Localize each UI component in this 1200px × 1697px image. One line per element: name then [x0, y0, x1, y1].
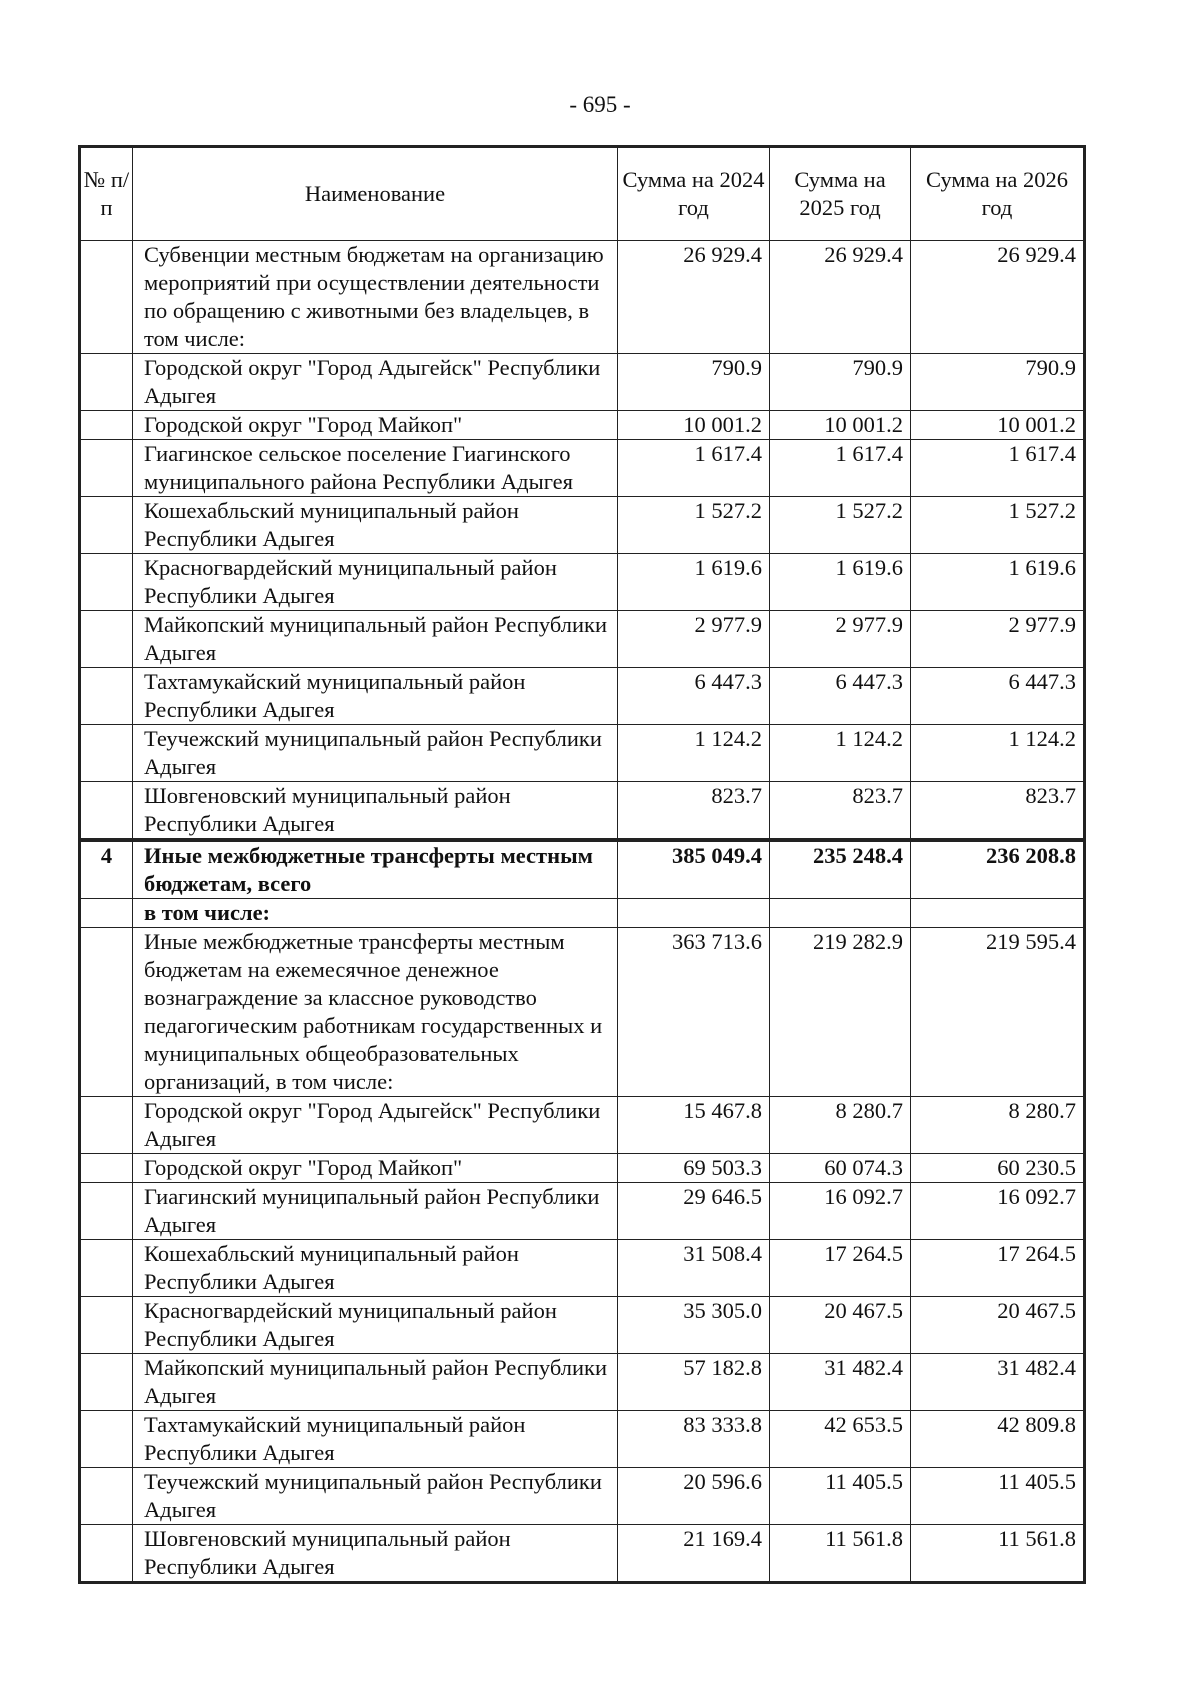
header-2026: Сумма на 2026 год	[911, 147, 1085, 241]
row-value-2025: 1 124.2	[770, 725, 911, 782]
row-value-2026: 31 482.4	[911, 1354, 1085, 1411]
row-value-2024: 10 001.2	[618, 411, 770, 440]
table-row	[80, 840, 1085, 899]
row-value-2025: 60 074.3	[770, 1154, 911, 1183]
table-row	[80, 1297, 1085, 1354]
row-value-2025: 42 653.5	[770, 1411, 911, 1468]
row-value-2024: 2 977.9	[618, 611, 770, 668]
row-name: Тахтамукайский муниципальный район Республики Адыгея	[133, 1411, 618, 1468]
row-value-2026: 1 124.2	[911, 725, 1085, 782]
row-value-2025: 10 001.2	[770, 411, 911, 440]
row-name: Городской округ "Город Адыгейск" Республики Адыгея	[133, 354, 618, 411]
row-value-2025: 20 467.5	[770, 1297, 911, 1354]
row-name: Городской округ "Город Майкоп"	[133, 411, 618, 440]
row-value-2024	[618, 899, 770, 928]
row-name: Шовгеновский муниципальный район Республики Адыгея	[133, 782, 618, 841]
budget-table	[78, 145, 1086, 1584]
table-row	[80, 1468, 1085, 1525]
row-value-2024: 823.7	[618, 782, 770, 841]
header-row	[80, 147, 1085, 241]
header-num: № п/п	[80, 147, 133, 241]
row-value-2024: 15 467.8	[618, 1097, 770, 1154]
row-name: Теучежский муниципальный район Республики Адыгея	[133, 1468, 618, 1525]
row-value-2025: 1 527.2	[770, 497, 911, 554]
row-value-2025: 16 092.7	[770, 1183, 911, 1240]
row-name: Майкопский муниципальный район Республики Адыгея	[133, 611, 618, 668]
row-number	[80, 1154, 133, 1183]
row-value-2024: 31 508.4	[618, 1240, 770, 1297]
row-value-2025: 235 248.4	[770, 840, 911, 899]
table-row	[80, 611, 1085, 668]
row-value-2026: 26 929.4	[911, 241, 1085, 354]
row-number	[80, 668, 133, 725]
row-value-2024: 20 596.6	[618, 1468, 770, 1525]
row-value-2025: 11 561.8	[770, 1525, 911, 1583]
table-row	[80, 725, 1085, 782]
table-row	[80, 1411, 1085, 1468]
row-name: Тахтамукайский муниципальный район Республики Адыгея	[133, 668, 618, 725]
row-name: Субвенции местным бюджетам на организацию мероприятий при осуществлении деятельности по обращению с животными без владельцев, в том числе:	[133, 241, 618, 354]
row-name: Иные межбюджетные трансферты местным бюджетам, всего	[133, 840, 618, 899]
row-number	[80, 1525, 133, 1583]
row-value-2026: 42 809.8	[911, 1411, 1085, 1468]
table-row	[80, 1525, 1085, 1583]
row-name: Кошехабльский муниципальный район Республики Адыгея	[133, 497, 618, 554]
row-value-2024: 6 447.3	[618, 668, 770, 725]
table-row	[80, 554, 1085, 611]
budget-table-container	[78, 145, 1085, 1584]
row-number	[80, 497, 133, 554]
row-value-2026: 236 208.8	[911, 840, 1085, 899]
row-name: Гиагинское сельское поселение Гиагинского муниципального района Республики Адыгея	[133, 440, 618, 497]
table-row	[80, 1097, 1085, 1154]
row-name: Городской округ "Город Майкоп"	[133, 1154, 618, 1183]
table-row	[80, 411, 1085, 440]
row-number	[80, 928, 133, 1097]
row-number	[80, 782, 133, 841]
row-name: Красногвардейский муниципальный район Республики Адыгея	[133, 1297, 618, 1354]
row-name: Городской округ "Город Адыгейск" Республики Адыгея	[133, 1097, 618, 1154]
row-value-2025: 1 617.4	[770, 440, 911, 497]
table-row	[80, 782, 1085, 841]
row-value-2026: 11 561.8	[911, 1525, 1085, 1583]
row-value-2025: 8 280.7	[770, 1097, 911, 1154]
row-value-2025: 823.7	[770, 782, 911, 841]
row-value-2026: 1 617.4	[911, 440, 1085, 497]
row-value-2024: 26 929.4	[618, 241, 770, 354]
table-row	[80, 1354, 1085, 1411]
row-value-2026: 17 264.5	[911, 1240, 1085, 1297]
row-name: Кошехабльский муниципальный район Республики Адыгея	[133, 1240, 618, 1297]
row-value-2024: 21 169.4	[618, 1525, 770, 1583]
row-value-2025: 2 977.9	[770, 611, 911, 668]
table-row	[80, 1183, 1085, 1240]
row-number	[80, 1183, 133, 1240]
row-value-2024: 363 713.6	[618, 928, 770, 1097]
table-row	[80, 440, 1085, 497]
row-value-2026: 10 001.2	[911, 411, 1085, 440]
row-value-2024: 1 527.2	[618, 497, 770, 554]
row-value-2025: 11 405.5	[770, 1468, 911, 1525]
row-number	[80, 1297, 133, 1354]
row-value-2026: 1 527.2	[911, 497, 1085, 554]
table-row	[80, 1154, 1085, 1183]
row-value-2024: 790.9	[618, 354, 770, 411]
row-value-2025: 31 482.4	[770, 1354, 911, 1411]
row-value-2026: 16 092.7	[911, 1183, 1085, 1240]
row-number	[80, 440, 133, 497]
row-value-2024: 385 049.4	[618, 840, 770, 899]
table-row	[80, 497, 1085, 554]
header-name: Наименование	[133, 147, 618, 241]
table-row	[80, 899, 1085, 928]
row-number	[80, 1468, 133, 1525]
table-body	[80, 241, 1085, 1583]
row-value-2024: 29 646.5	[618, 1183, 770, 1240]
row-value-2026: 1 619.6	[911, 554, 1085, 611]
row-number: 4	[80, 840, 133, 899]
row-number	[80, 899, 133, 928]
row-number	[80, 611, 133, 668]
row-value-2024: 1 124.2	[618, 725, 770, 782]
row-value-2026: 2 977.9	[911, 611, 1085, 668]
row-name: Теучежский муниципальный район Республики Адыгея	[133, 725, 618, 782]
row-value-2025: 17 264.5	[770, 1240, 911, 1297]
row-value-2025: 790.9	[770, 354, 911, 411]
row-value-2024: 83 333.8	[618, 1411, 770, 1468]
row-value-2026: 790.9	[911, 354, 1085, 411]
row-name: Иные межбюджетные трансферты местным бюджетам на ежемесячное денежное вознаграждение за классное руководство педагогическим работникам государственных и муниципальных общеобразовательных организаций, в том числе:	[133, 928, 618, 1097]
row-name: Гиагинский муниципальный район Республики Адыгея	[133, 1183, 618, 1240]
row-name: Шовгеновский муниципальный район Республики Адыгея	[133, 1525, 618, 1583]
row-number	[80, 1354, 133, 1411]
row-value-2024: 1 619.6	[618, 554, 770, 611]
row-value-2026	[911, 899, 1085, 928]
row-name: в том числе:	[133, 899, 618, 928]
header-2025: Сумма на 2025 год	[770, 147, 911, 241]
row-number	[80, 1097, 133, 1154]
row-value-2026: 8 280.7	[911, 1097, 1085, 1154]
header-2024: Сумма на 2024 год	[618, 147, 770, 241]
row-number	[80, 354, 133, 411]
row-value-2025	[770, 899, 911, 928]
row-value-2025: 6 447.3	[770, 668, 911, 725]
row-value-2025: 1 619.6	[770, 554, 911, 611]
row-number	[80, 554, 133, 611]
table-row	[80, 1240, 1085, 1297]
row-value-2024: 1 617.4	[618, 440, 770, 497]
row-value-2026: 11 405.5	[911, 1468, 1085, 1525]
table-row	[80, 928, 1085, 1097]
row-value-2025: 26 929.4	[770, 241, 911, 354]
row-name: Майкопский муниципальный район Республики Адыгея	[133, 1354, 618, 1411]
row-value-2026: 823.7	[911, 782, 1085, 841]
row-value-2026: 20 467.5	[911, 1297, 1085, 1354]
row-number	[80, 1411, 133, 1468]
table-row	[80, 354, 1085, 411]
row-number	[80, 1240, 133, 1297]
row-value-2026: 6 447.3	[911, 668, 1085, 725]
page-number: - 695 -	[569, 92, 631, 117]
row-value-2026: 60 230.5	[911, 1154, 1085, 1183]
table-row	[80, 668, 1085, 725]
row-value-2025: 219 282.9	[770, 928, 911, 1097]
table-row	[80, 241, 1085, 354]
row-value-2024: 69 503.3	[618, 1154, 770, 1183]
row-name: Красногвардейский муниципальный район Республики Адыгея	[133, 554, 618, 611]
row-number	[80, 241, 133, 354]
row-value-2024: 57 182.8	[618, 1354, 770, 1411]
row-value-2024: 35 305.0	[618, 1297, 770, 1354]
row-number	[80, 411, 133, 440]
row-number	[80, 725, 133, 782]
row-value-2026: 219 595.4	[911, 928, 1085, 1097]
